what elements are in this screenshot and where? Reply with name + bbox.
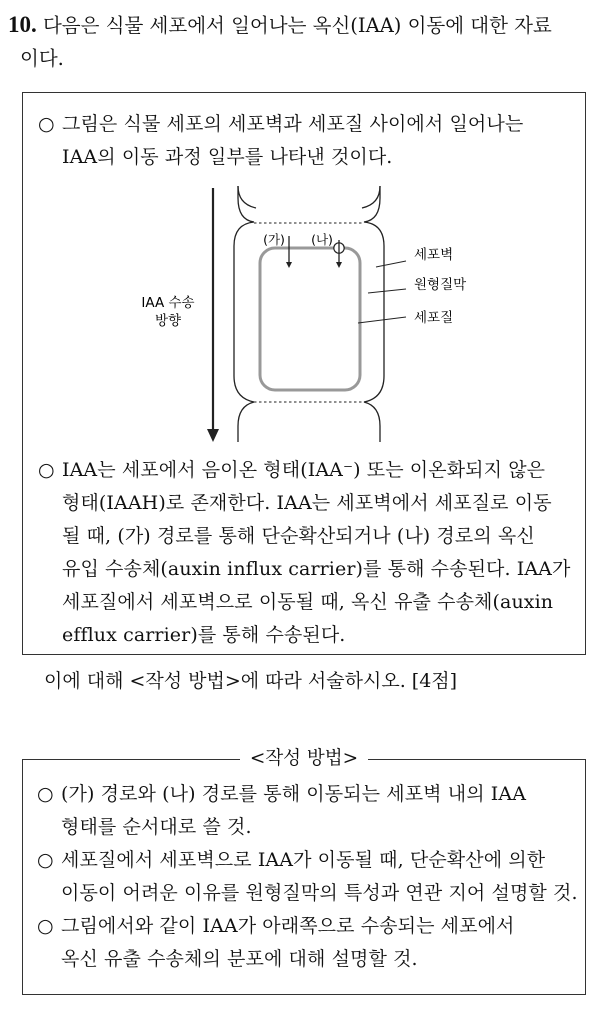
writing-method-title: <작성 방법> xyxy=(23,746,585,772)
data-paragraph-1 xyxy=(38,108,582,174)
bullet-icon: ○ xyxy=(37,915,54,937)
arrow-head-icon xyxy=(207,429,219,442)
bullet-icon: ○ xyxy=(37,849,54,871)
leader-line xyxy=(376,261,406,267)
writing-method-item xyxy=(37,844,581,910)
para2-line: efflux carrier)를 통해 수송된다. xyxy=(62,624,346,646)
cell-wall-right xyxy=(364,186,384,442)
writing-method-item xyxy=(37,910,581,976)
item-line: 이동이 어려운 이유를 원형질막의 특성과 연관 지어 설명할 것. xyxy=(61,882,578,904)
para2-line: 형태(IAAH)로 존재한다. IAA는 세포벽에서 세포질로 이동 xyxy=(62,492,552,514)
para1-line: IAA의 이동 과정 일부를 나타낸 것이다. xyxy=(62,146,393,168)
path-b-label: (나) xyxy=(311,232,333,247)
leader-line xyxy=(368,289,406,293)
path-a-label: (가) xyxy=(263,232,285,247)
item-line: 세포질에서 세포벽으로 IAA가 이동될 때, 단순확산에 의한 xyxy=(61,849,546,871)
question-text-line1: 다음은 식물 세포에서 일어나는 옥신(IAA) 이동에 대한 자료 xyxy=(42,14,552,37)
bullet-icon: ○ xyxy=(37,783,54,805)
question-text-line2: 이다. xyxy=(20,47,64,70)
cell-wall-left xyxy=(234,186,254,442)
plasma-membrane xyxy=(260,248,360,390)
para2-line: 될 때, (가) 경로를 통해 단순확산되거나 (나) 경로의 옥신 xyxy=(62,525,535,547)
writing-method-item xyxy=(37,778,581,844)
label-cytoplasm: 세포질 xyxy=(414,310,454,326)
question-header xyxy=(8,8,588,75)
writing-method-box xyxy=(22,748,586,995)
question-number: 10. xyxy=(8,12,37,37)
item-line: 형태를 순서대로 쓸 것. xyxy=(61,816,252,838)
leader-line xyxy=(358,317,406,323)
data-paragraph-2 xyxy=(38,454,582,652)
bullet-icon: ○ xyxy=(38,459,55,481)
item-line: 옥신 유출 수송체의 분포에 대해 설명할 것. xyxy=(61,948,418,970)
upper-cell-edge xyxy=(238,186,380,208)
item-line: 그림에서와 같이 IAA가 아래쪽으로 수송되는 세포에서 xyxy=(61,915,515,937)
label-membrane: 원형질막 xyxy=(414,277,467,293)
arrow-head-icon xyxy=(286,262,292,268)
direction-label-line1: IAA 수송 xyxy=(141,295,195,311)
iaa-transport-figure xyxy=(110,186,510,442)
para2-line: IAA는 세포에서 음이온 형태(IAA⁻) 또는 이온화되지 않은 xyxy=(62,459,546,481)
arrow-head-icon xyxy=(336,262,342,268)
label-cell-wall: 세포벽 xyxy=(414,247,454,263)
para2-line: 유입 수송체(auxin influx carrier)를 통해 수송된다. IAA가 xyxy=(62,558,571,580)
item-line: (가) 경로와 (나) 경로를 통해 이동되는 세포벽 내의 IAA xyxy=(61,783,527,805)
bullet-icon: ○ xyxy=(38,113,55,135)
para1-line: 그림은 식물 세포의 세포벽과 세포질 사이에서 일어나는 xyxy=(62,113,524,135)
direction-label-line2: 방향 xyxy=(154,313,182,329)
instruction-text: 이에 대해 <작성 방법>에 따라 서술하시오. [4점] xyxy=(44,670,458,692)
para2-line: 세포질에서 세포벽으로 이동될 때, 옥신 유출 수송체(auxin xyxy=(62,591,554,613)
